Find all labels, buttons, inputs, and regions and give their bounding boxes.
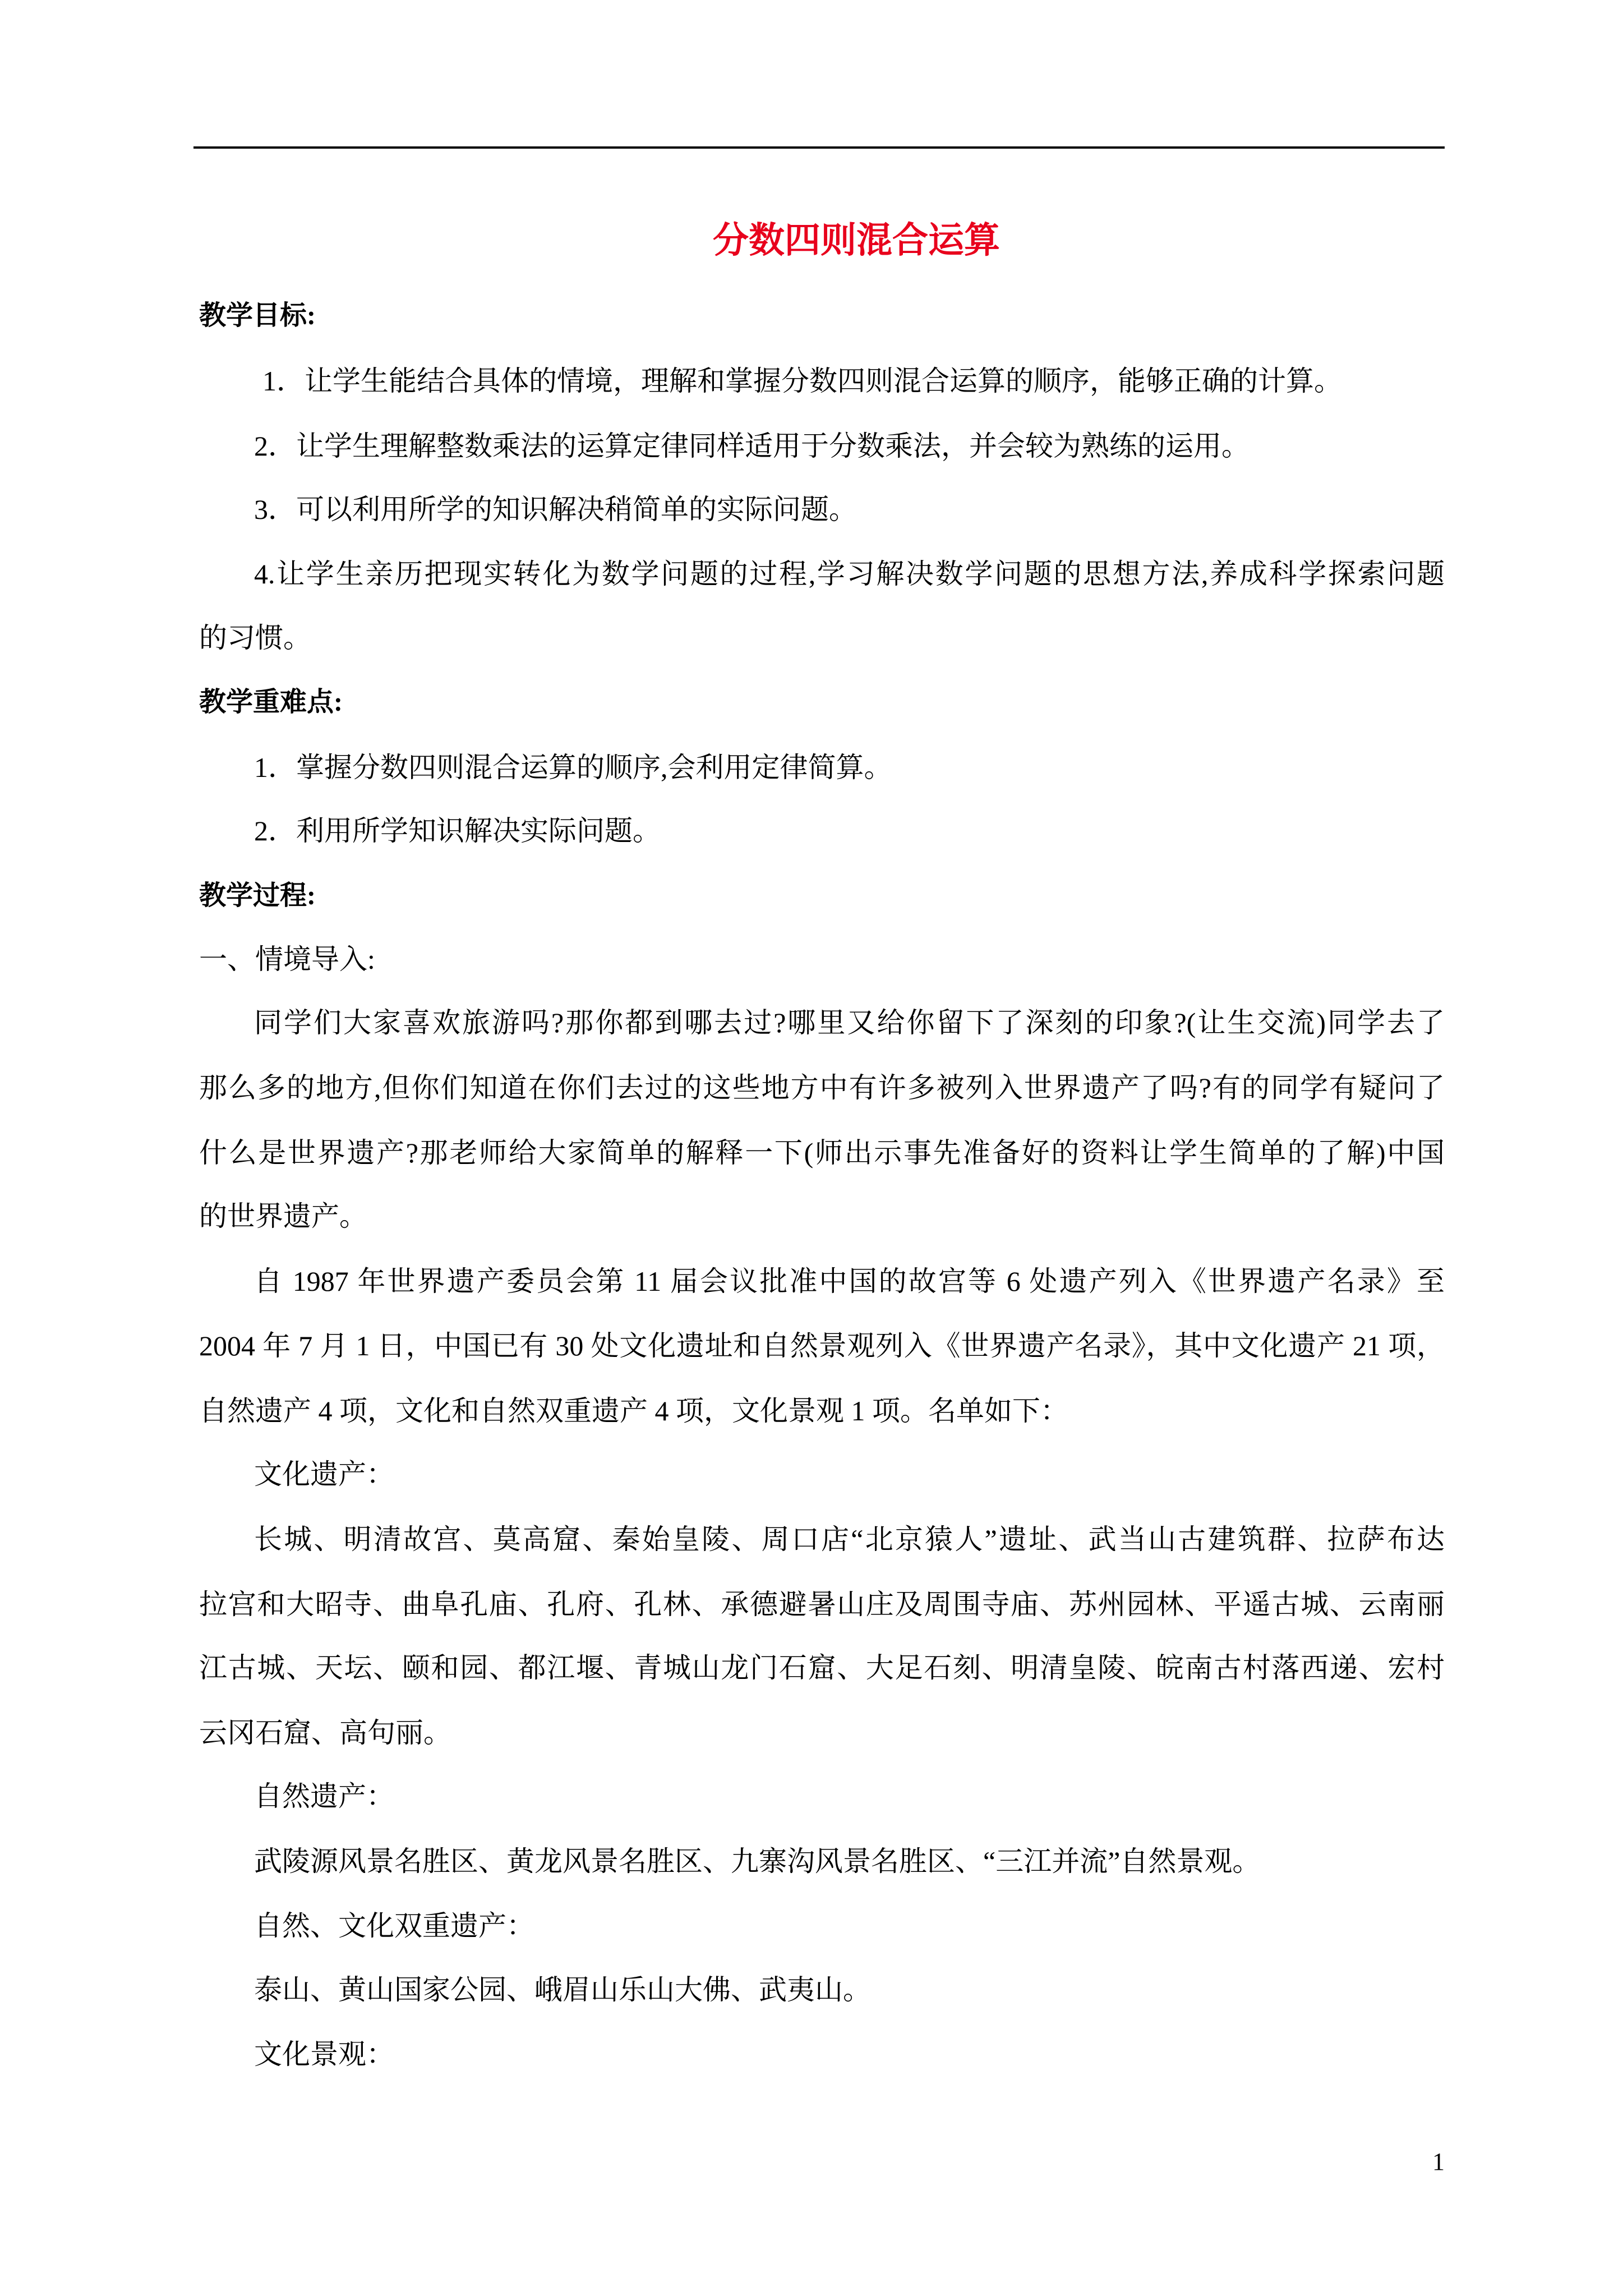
objective-line: 2．让学生理解整数乘法的运算定律同样适用于分数乘法，并会较为熟练的运用。: [254, 430, 1249, 462]
key-point-line: 2．利用所学知识解决实际问题。: [254, 815, 661, 846]
intro-paragraph-line: 那么多的地方,但你们知道在你们去过的这些地方中有许多被列入世界遗产了吗?有的同学有疑问了: [199, 1072, 1445, 1103]
cultural-heritage-line: 长城、明清故宫、莫高窟、秦始皇陵、周口店“北京猿人”遗址、武当山古建筑群、拉萨布达: [254, 1524, 1445, 1555]
section-heading-key-points: 教学重难点:: [199, 687, 343, 717]
intro-paragraph-line: 什么是世界遗产?那老师给大家简单的解释一下(师出示事先准备好的资料让学生简单的了解)中国: [199, 1137, 1445, 1168]
cultural-heritage-line: 拉宫和大昭寺、曲阜孔庙、孔府、孔林、承德避暑山庄及周围寺庙、苏州园林、平遥古城、云南丽: [199, 1589, 1445, 1620]
natural-heritage-label: 自然遗产：: [254, 1780, 394, 1812]
heritage-paragraph-line: 自 1987 年世界遗产委员会第 11 届会议批准中国的故宫等 6 处遗产列入《世界遗产名录》至: [254, 1266, 1445, 1297]
objective-line: 的习惯。: [199, 622, 311, 654]
step-heading: 一、情境导入:: [199, 944, 375, 975]
heritage-paragraph-line: 2004 年 7 月 1 日，中国已有 30 处文化遗址和自然景观列入《世界遗产名录》，其中文化遗产 21 项，: [199, 1330, 1445, 1361]
natural-heritage-line: 武陵源风景名胜区、黄龙风景名胜区、九寨沟风景名胜区、“三江并流”自然景观。: [254, 1846, 1261, 1877]
cultural-heritage-line: 云冈石窟、高句丽。: [199, 1717, 451, 1749]
intro-paragraph-line: 的世界遗产。: [199, 1200, 367, 1232]
header-rule: [193, 146, 1445, 149]
heritage-paragraph-line: 自然遗产 4 项，文化和自然双重遗产 4 项，文化景观 1 项。名单如下：: [199, 1395, 1068, 1427]
key-point-line: 1．掌握分数四则混合运算的顺序,会利用定律简算。: [254, 752, 892, 783]
section-heading-objectives: 教学目标:: [199, 301, 316, 330]
cultural-heritage-label: 文化遗产：: [254, 1458, 394, 1490]
objective-line: 1．让学生能结合具体的情境，理解和掌握分数四则混合运算的顺序，能够正确的计算。: [262, 365, 1342, 397]
page-number: 1: [1432, 2148, 1445, 2175]
objective-line: 4.让学生亲历把现实转化为数学问题的过程,学习解决数学问题的思想方法,养成科学探索问题: [254, 558, 1445, 590]
section-heading-process: 教学过程:: [199, 881, 316, 910]
cultural-landscape-label: 文化景观：: [254, 2039, 394, 2070]
mixed-heritage-label: 自然、文化双重遗产：: [254, 1910, 534, 1941]
page-title: 分数四则混合运算: [713, 220, 1000, 260]
intro-paragraph-line: 同学们大家喜欢旅游吗?那你都到哪去过?哪里又给你留下了深刻的印象?(让生交流)同学去了: [254, 1007, 1445, 1038]
objective-line: 3．可以利用所学的知识解决稍简单的实际问题。: [254, 494, 857, 525]
cultural-heritage-line: 江古城、天坛、颐和园、都江堰、青城山龙门石窟、大足石刻、明清皇陵、皖南古村落西递、宏村: [199, 1652, 1445, 1683]
mixed-heritage-line: 泰山、黄山国家公园、峨眉山乐山大佛、武夷山。: [254, 1974, 871, 2005]
